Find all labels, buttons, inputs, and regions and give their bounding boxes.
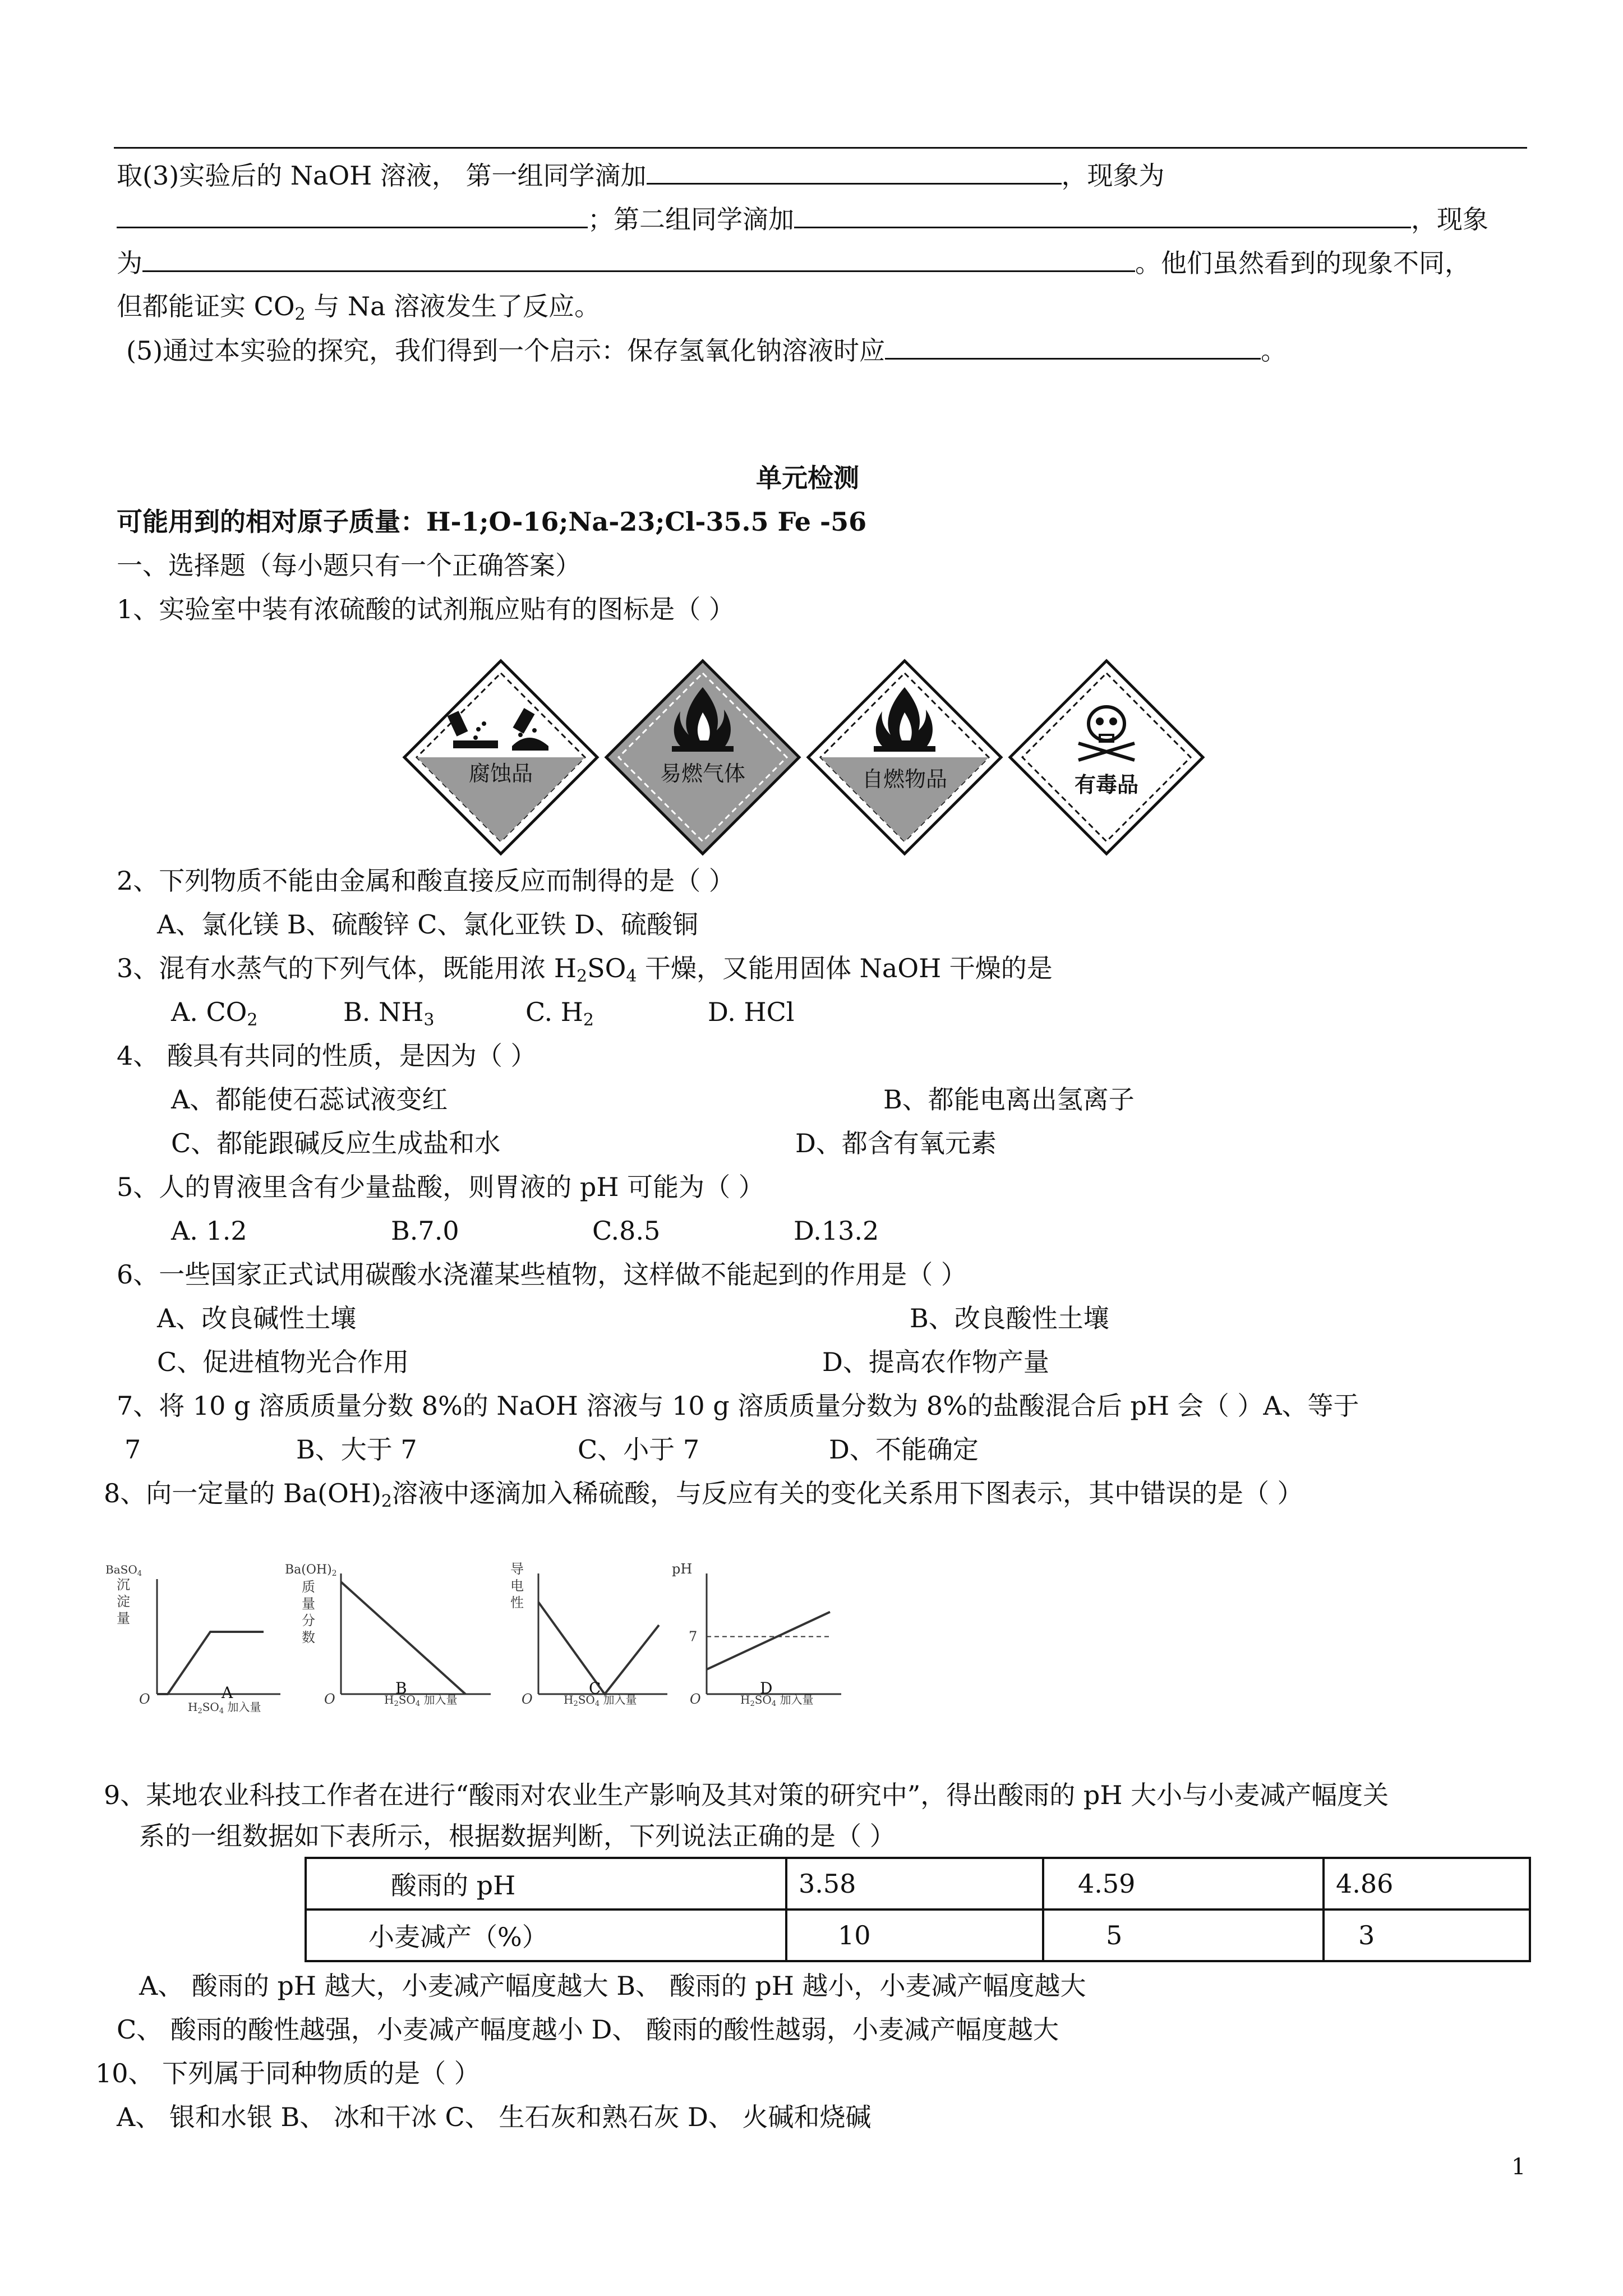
text: 8、向一定量的 Ba(OH) (104, 1478, 381, 1508)
text: SO (587, 953, 626, 983)
chart-a-label: A (222, 1683, 233, 1702)
text: 。他们虽然看到的现象不同， (1135, 248, 1470, 278)
table-cell: 酸雨的 pH (306, 1858, 786, 1910)
q3-option-c (525, 995, 594, 1029)
text: 为 (117, 248, 142, 278)
text: B. NH (343, 997, 424, 1027)
unit-title: 单元检测 (756, 463, 859, 493)
q-line-4 (117, 289, 600, 323)
text: (5)通过本实验的探究，我们得到一个启示：保存氢氧化钠溶液时应 (126, 335, 886, 366)
y-label-2: 电 (510, 1578, 524, 1594)
x-label: $H_2SO_4$ 加入量 (188, 1700, 261, 1714)
q7-option-b: B、大于 7 (296, 1434, 417, 1465)
chart-c (494, 1557, 679, 1714)
y-label-3: 量 (302, 1596, 315, 1612)
q5-option-d: D.13.2 (794, 1216, 879, 1246)
y-label: BaSO$_4$ (105, 1563, 142, 1578)
origin-label: O (324, 1691, 335, 1707)
question-3 (117, 951, 1053, 985)
q-line-3 (117, 246, 1470, 280)
text: 取(3)实验后的 NaOH 溶液， 第一组同学滴加 (117, 160, 647, 191)
text: 溶液中逐滴加入稀硫酸，与反应有关的变化关系用下图表示，其中错误的是（ ） (391, 1478, 1303, 1508)
y-label-4: 分 (302, 1613, 315, 1628)
answer-blank[interactable] (142, 246, 1135, 272)
chart-d-label: D (760, 1679, 773, 1697)
question-10-options: A、 银和水银 B、 冰和干冰 C、 生石灰和熟石灰 D、 火碱和烧碱 (117, 2102, 872, 2132)
table-cell: 4.59 (1043, 1858, 1324, 1910)
subscript: 2 (294, 305, 306, 324)
text: 干燥，又能用固体 NaOH 干燥的是 (637, 953, 1053, 983)
text: ，现象 (1411, 204, 1488, 234)
text: ；第二组同学滴加 (588, 204, 794, 234)
y-label-3: 性 (510, 1595, 524, 1611)
chart-b (275, 1557, 499, 1714)
question-9-line1: 9、某地农业科技工作者在进行“酸雨对农业生产影响及其对策的研究中”，得出酸雨的 pH 大小与小麦减产幅度关 (104, 1780, 1389, 1810)
sign-label: 自燃物品 (861, 767, 948, 792)
y-label-2: 沉 (117, 1577, 130, 1593)
answer-blank[interactable] (647, 158, 1062, 185)
table-cell: 小麦减产（%） (306, 1910, 786, 1961)
table-cell: 4.86 (1324, 1858, 1530, 1910)
reference-label: 7 (689, 1628, 698, 1645)
q4-option-c: C、都能跟碱反应生成盐和水 (171, 1128, 501, 1158)
subscript: 2 (577, 967, 588, 986)
section-heading: 一、选择题（每小题只有一个正确答案） (117, 550, 581, 581)
atomic-mass-line: 可能用到的相对原子质量：H-1;O-16;Na-23;Cl-35.5 Fe -56 (117, 507, 867, 537)
question-1: 1、实验室中装有浓硫酸的试剂瓶应贴有的图标是（ ） (117, 594, 735, 624)
chart-c-label: C (589, 1679, 601, 1697)
q5-option-b: B.7.0 (391, 1216, 459, 1246)
series-line (157, 1632, 264, 1694)
sign-label: 腐蚀品 (468, 761, 533, 786)
origin-label: O (522, 1691, 533, 1707)
text: ，现象为 (1061, 160, 1165, 191)
question-9-line2: 系的一组数据如下表所示，根据数据判断，下列说法正确的是（ ） (139, 1821, 896, 1851)
q7-option-a-value: 7 (125, 1434, 141, 1465)
chart-a (101, 1557, 286, 1714)
q4-option-a: A、都能使石蕊试液变红 (171, 1084, 448, 1115)
q-line-2 (117, 202, 1488, 236)
question-7: 7、将 10 g 溶质质量分数 8%的 NaOH 溶液与 10 g 溶质质量分数为 8%的盐酸混合后 pH 会（ ）A、等于 (117, 1391, 1359, 1421)
text: 3、混有水蒸气的下列气体，既能用浓 H (117, 953, 577, 983)
y-label: pH (672, 1561, 693, 1577)
question-2: 2、下列物质不能由金属和酸直接反应而制得的是（ ） (117, 866, 735, 896)
q-line-5 (126, 333, 1287, 367)
answer-blank[interactable] (794, 202, 1411, 228)
text: A. CO (171, 997, 247, 1027)
q5-option-a: A. 1.2 (171, 1216, 247, 1246)
series-line (707, 1612, 830, 1670)
answer-blank[interactable] (117, 202, 588, 228)
subscript: 4 (626, 967, 637, 986)
table-cell: 3 (1324, 1910, 1530, 1961)
y-label-3: 淀 (117, 1594, 130, 1609)
q7-option-c: C、小于 7 (578, 1434, 700, 1465)
toxic-sign-icon (1006, 656, 1207, 858)
q6-option-b: B、改良酸性土壤 (910, 1303, 1109, 1333)
series-line (341, 1582, 465, 1694)
q6-option-d: D、提高农作物产量 (822, 1347, 1049, 1377)
answer-blank[interactable] (885, 333, 1261, 360)
origin-label: O (139, 1691, 150, 1707)
subscript: 3 (423, 1010, 435, 1030)
spontaneous-combustion-sign-icon (804, 656, 1006, 858)
question-4: 4、 酸具有共同的性质，是因为（ ） (117, 1041, 537, 1071)
q-line-1 (117, 158, 1165, 192)
sign-label: 易燃气体 (660, 761, 746, 786)
table-cell: 3.58 (786, 1858, 1043, 1910)
acid-rain-table (305, 1857, 1531, 1962)
q3-option-b (343, 995, 435, 1029)
y-label-2: 质 (302, 1579, 315, 1595)
question-5: 5、人的胃液里含有少量盐酸，则胃液的 pH 可能为（ ） (117, 1172, 764, 1202)
chart-b-label: B (395, 1679, 407, 1697)
q4-option-d: D、都含有氧元素 (795, 1128, 997, 1158)
q9-options-ab: A、 酸雨的 pH 越大，小麦减产幅度越大 B、 酸雨的 pH 越小，小麦减产幅度越大 (139, 1971, 1086, 2001)
x-label: $H_2SO_4$ 加入量 (564, 1693, 637, 1708)
question-2-options: A、氯化镁 B、硫酸锌 C、氯化亚铁 D、硫酸铜 (157, 909, 698, 940)
flammable-gas-sign-icon (602, 656, 804, 858)
header-rule (114, 147, 1527, 149)
y-label: 导 (510, 1561, 524, 1577)
text: 与 Na 溶液发生了反应。 (305, 291, 601, 321)
question-6: 6、一些国家正式试用碳酸水浇灌某些植物，这样做不能起到的作用是（ ） (117, 1259, 967, 1290)
x-label: $H_2SO_4$ 加入量 (384, 1693, 458, 1708)
y-label-5: 数 (302, 1630, 315, 1645)
q4-option-b: B、都能电离出氢离子 (883, 1084, 1135, 1115)
y-label: Ba(OH)2 (285, 1563, 337, 1578)
origin-label: O (690, 1691, 701, 1707)
y-label-4: 量 (117, 1611, 130, 1626)
page-number: 1 (1511, 2154, 1526, 2180)
q6-option-c: C、促进植物光合作用 (157, 1347, 409, 1377)
subscript: 2 (381, 1492, 392, 1511)
question-8 (104, 1476, 1303, 1510)
q3-option-a (171, 995, 257, 1029)
q9-options-cd: C、 酸雨的酸性越强，小麦减产幅度越小 D、 酸雨的酸性越弱，小麦减产幅度越大 (117, 2014, 1059, 2045)
q6-option-a: A、改良碱性土壤 (157, 1303, 357, 1333)
corrosive-sign-icon (400, 656, 602, 858)
subscript: 2 (247, 1010, 258, 1030)
subscript: 2 (583, 1010, 594, 1030)
x-label: $H_2SO_4$ 加入量 (740, 1693, 814, 1708)
q7-option-d: D、不能确定 (829, 1434, 979, 1465)
text: C. H (525, 997, 583, 1027)
text: 但都能证实 CO (117, 291, 295, 321)
q3-option-d: D. HCl (708, 997, 795, 1027)
text: 。 (1261, 335, 1287, 366)
q5-option-c: C.8.5 (592, 1216, 661, 1246)
table-cell: 5 (1043, 1910, 1324, 1961)
table-cell: 10 (786, 1910, 1043, 1961)
question-10: 10、 下列属于同种物质的是（ ） (95, 2058, 480, 2088)
sign-label: 有毒品 (1074, 772, 1139, 797)
table-row (306, 1858, 1530, 1910)
table-row (306, 1910, 1530, 1961)
